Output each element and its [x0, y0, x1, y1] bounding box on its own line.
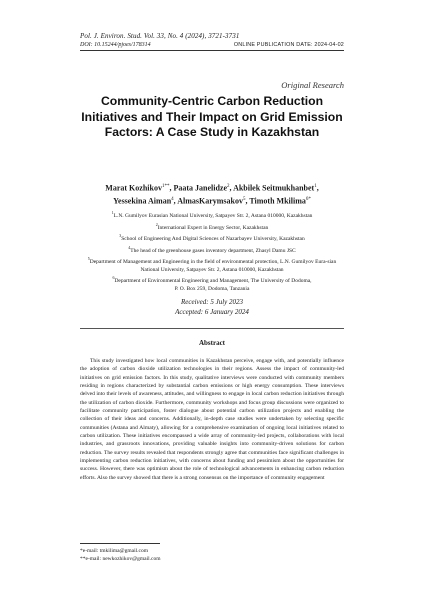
affiliation: [80, 232, 344, 244]
affiliation: [80, 221, 344, 233]
author-name: Akbilek Seitmukhanbet: [233, 183, 315, 193]
affiliation-text: International Expert in Energy Sector, Kazakhstan: [157, 224, 269, 231]
footnote-email[interactable]: *e-mail: tmkilima@gmail.com: [80, 548, 148, 554]
affiliation: [80, 274, 344, 286]
affiliation-text: Department of Management and Engineering in the field of environmental protection, L.N. Gumilyov Eura-sian: [89, 258, 337, 265]
footnote-email[interactable]: **e-mail: newkozhikov@gmail.com: [80, 555, 161, 562]
author-affil-mark: 6*: [305, 197, 311, 203]
title-line: Community-Centric Carbon Reduction: [100, 94, 324, 108]
affiliation-text: P. O. Box 259, Dodoma, Tanzania: [174, 285, 250, 292]
author-name: Timoth Mkilima: [249, 196, 306, 206]
author-name: Marat Kozhikov: [105, 183, 162, 193]
affiliation-text: The head of the greenhouse gases inventory department, Zhasyl Damu JSC: [130, 247, 296, 254]
author-name: Paata Janelidze: [173, 183, 227, 193]
affiliation: [80, 286, 344, 294]
header-divider: [80, 50, 344, 51]
affiliation: [80, 255, 344, 267]
online-publication-date: ONLINE PUBLICATION DATE: 2024-04-02: [233, 42, 344, 48]
author-affil-mark: 1**: [161, 184, 170, 189]
abstract-heading: Abstract: [198, 339, 226, 347]
author-list: [80, 181, 344, 207]
received-date: Received: 5 July 2023: [181, 298, 243, 306]
author-affil-mark: 4: [171, 197, 174, 203]
affiliation-mark: 6: [112, 275, 115, 281]
affiliation: [80, 244, 344, 256]
author-affil-mark: 1: [314, 184, 317, 189]
affiliation-list: [80, 209, 344, 294]
author-line: Marat Kozhikov$^{1**}$, Paata Janelidze$^2$, Akbilek Seitmukhanbet$^1$,: [105, 183, 319, 193]
author-affil-mark: 5: [242, 197, 246, 203]
author-name: Yessekina Aiman: [113, 196, 172, 206]
article-type: Original Research: [281, 80, 344, 90]
affiliation-text: L.N. Gumilyov Eurasian National University, Satpayev Str. 2, Astana 010000, Kazakhstan: [113, 212, 313, 219]
accepted-date: Accepted: 6 January 2024: [175, 308, 249, 316]
author-name: AlmasKarymsakov: [177, 196, 243, 206]
journal-citation: Pol. J. Environ. Stud. Vol. 33, No. 4 (2024), 3721-3731: [80, 32, 240, 40]
affiliation-mark: 1: [111, 210, 114, 215]
header-row: [80, 42, 344, 48]
title-line: Initiatives and Their Impact on Grid Emission: [81, 109, 343, 124]
author-line: Yessekina Aiman$^4$, AlmasKarymsakov$^5$, Timoth Mkilima$^{6*}$: [113, 196, 311, 206]
abstract-divider: [80, 328, 344, 329]
footnote-divider: [80, 543, 160, 544]
affiliation-text: National University, Satpayev Str. 2, Astana 010000, Kazakhstan: [140, 266, 284, 273]
doi-label[interactable]: DOI: 10.15244/pjoes/178314: [80, 42, 151, 48]
affiliation-mark: 4: [128, 244, 131, 250]
affiliation: [80, 209, 344, 221]
abstract-body: This study investigated how local communities in Kazakhstan perceive, engage with, and potentially influence the adoption of carbon dioxide utilization technologies in their regions. Assess the impact of community-led initiatives on grid emission factors. In this study, qualitative interviews were conducted with community members residing in regions characterized by substantial carbon emissions or high energy consumption. These interviews delved into their levels of awareness, attitudes, and willingness to engage in local carbon reduction initiatives through the utilization of carbon dioxide. Furthermore, community workshops and focus group discussions were organized to facilitate community participation, foster dialogue about potential carbon utilization projects and enabling the collection of their ideas and concerns. Additionally, in-depth case studies were undertaken by selecting specific communities (Astana and Almaty), allowing for a comprehensive examination of ongoing local initiatives related to carbon utilization. These initiatives encompassed a wide array of community-led projects, collaborations with local industries, and grassroots innovations, providing valuable insights into community-driven solutions for carbon reduction. The survey results revealed that respondents strongly agree that communities face significant challenges in implementing carbon reduction initiatives, with concerns about funding and pessimism about the opportunities for success. However, there was optimism about the role of technological advancements in enhancing carbon reduction efforts. Also the survey showed that there is a strong consensus on the importance of community engagement: [80, 358, 344, 481]
author-affil-mark: 2: [227, 184, 230, 189]
affiliation-text: Department of Environmental Engineering and Management, The University of Dodoma,: [114, 278, 312, 285]
affiliation-mark: 5: [87, 256, 90, 262]
paper-title: [80, 94, 344, 141]
affiliation-mark: 3: [119, 233, 122, 239]
affiliation: [80, 267, 344, 275]
affiliation-text: School of Engineering And Digital Sciences of Nazarbayev University, Kazakhstan: [121, 235, 305, 242]
submission-dates: [80, 297, 344, 317]
affiliation-mark: 2: [155, 221, 158, 227]
footnotes: [80, 548, 161, 563]
title-line: Factors: A Case Study in Kazakhstan: [104, 125, 320, 139]
